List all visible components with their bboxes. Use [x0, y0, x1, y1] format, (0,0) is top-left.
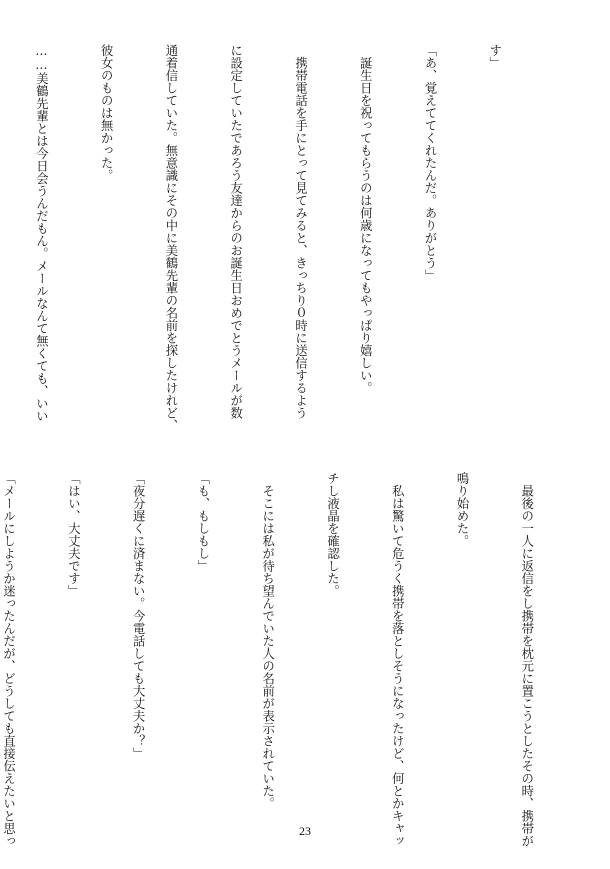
- text-line: 誕生日を祝ってもらうのは何歳になってもやっぱり嬉しい。: [358, 44, 373, 394]
- text-line: そこには私が待ち望んでいた人の名前が表示されていた。: [260, 472, 275, 810]
- text-line: す」: [487, 44, 502, 69]
- text-line: 「はい、大丈夫です」: [66, 472, 81, 597]
- text-line: に設定していたであろう友達からのお誕生日おめでとうメールが数: [228, 44, 243, 419]
- text-line: 「メールにしようか迷ったんだが、どうしても直接伝えたいと思っ: [1, 472, 16, 847]
- text-line: 最後の一人に返信をし携帯を枕元に置こうとしたその時、携帯が: [519, 472, 534, 847]
- text-line: 私は驚いて危うく携帯を落としそうになったけど、何とかキャッ: [390, 472, 405, 847]
- text-line: 通着信していた。無意識にその中に美鶴先輩の名前を探したけれど、: [163, 44, 178, 432]
- page-number: 23: [299, 824, 311, 838]
- text-line: 「も、もしもし」: [195, 472, 210, 572]
- text-line: チし液晶を確認した。: [325, 472, 340, 597]
- upper-text-block: [0, 44, 548, 432]
- text-line: 彼女のものは無かった。: [99, 44, 114, 182]
- text-line: 鳴り始めた。: [455, 472, 470, 547]
- text-line: 「あ、覚えててくれたんだ。ありがとう」: [423, 44, 438, 282]
- text-line: 携帯電話を手にとって見てみると、きっちり０時に送信するよう: [293, 44, 308, 419]
- text-line: ……美鶴先輩とは今日会うんだもん。メールなんて無くても、いい: [34, 44, 49, 423]
- text-line: 「夜分遅くに済まない。今電話しても大丈夫か？」: [131, 472, 146, 760]
